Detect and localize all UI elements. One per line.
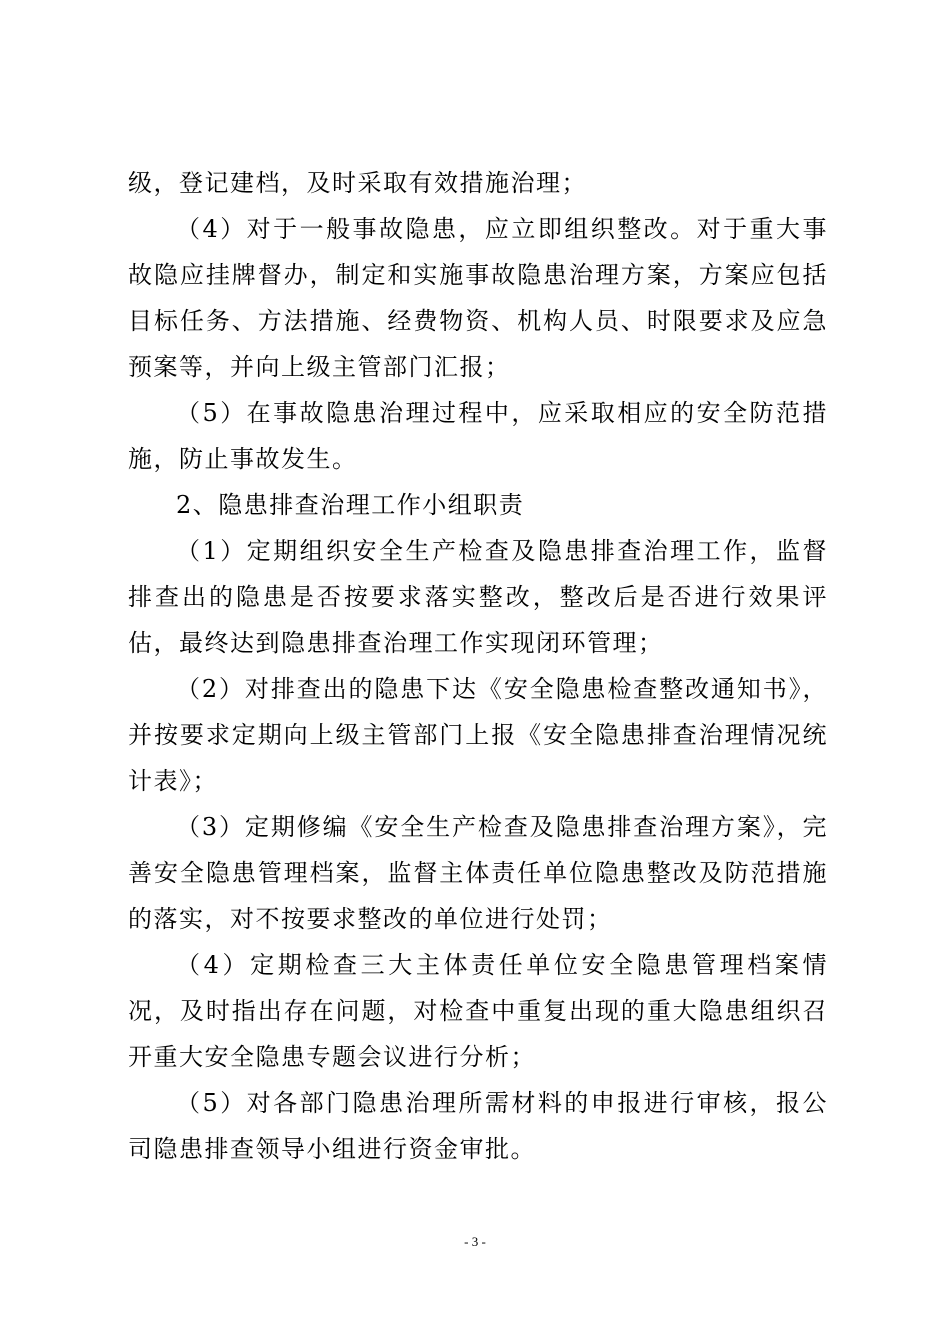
paragraph-duty-3: （3）定期修编《安全生产检查及隐患排查治理方案》，完善安全隐患管理档案，监督主体责任单位隐患整改及防范措施的落实，对不按要求整改的单位进行处罚； <box>128 813 828 933</box>
paragraph-duty-1: （1）定期组织安全生产检查及隐患排查治理工作，监督排查出的隐患是否按要求落实整改，整改后是否进行效果评估，最终达到隐患排查治理工作实现闭环管理； <box>128 537 828 657</box>
paragraph-item-4-general-hazard: （4）对于一般事故隐患，应立即组织整改。对于重大事故隐应挂牌督办，制定和实施事故隐患治理方案，方案应包括目标任务、方法措施、经费物资、机构人员、时限要求及应急预案等，并向上级主管部门汇报； <box>128 215 828 381</box>
paragraph-duty-2: （2）对排查出的隐患下达《安全隐患检查整改通知书》，并按要求定期向上级主管部门上报《安全隐患排查治理情况统计表》； <box>128 675 828 795</box>
paragraph-duty-4: （4）定期检查三大主体责任单位安全隐患管理档案情况，及时指出存在问题，对检查中重复出现的重大隐患组织召开重大安全隐患专题会议进行分析； <box>128 951 828 1071</box>
page-number: - 3 - <box>464 1234 486 1249</box>
paragraph-duty-5: （5）对各部门隐患治理所需材料的申报进行审核，报公司隐患排查领导小组进行资金审批。 <box>128 1089 828 1163</box>
body-text <box>128 160 828 1172</box>
paragraph-item-5-safety-measures: （5）在事故隐患治理过程中，应采取相应的安全防范措施，防止事故发生。 <box>128 399 828 473</box>
section-heading-team-duties: 2、隐患排查治理工作小组职责 <box>176 491 525 519</box>
paragraph-continuation: 级，登记建档，及时采取有效措施治理； <box>128 169 587 197</box>
